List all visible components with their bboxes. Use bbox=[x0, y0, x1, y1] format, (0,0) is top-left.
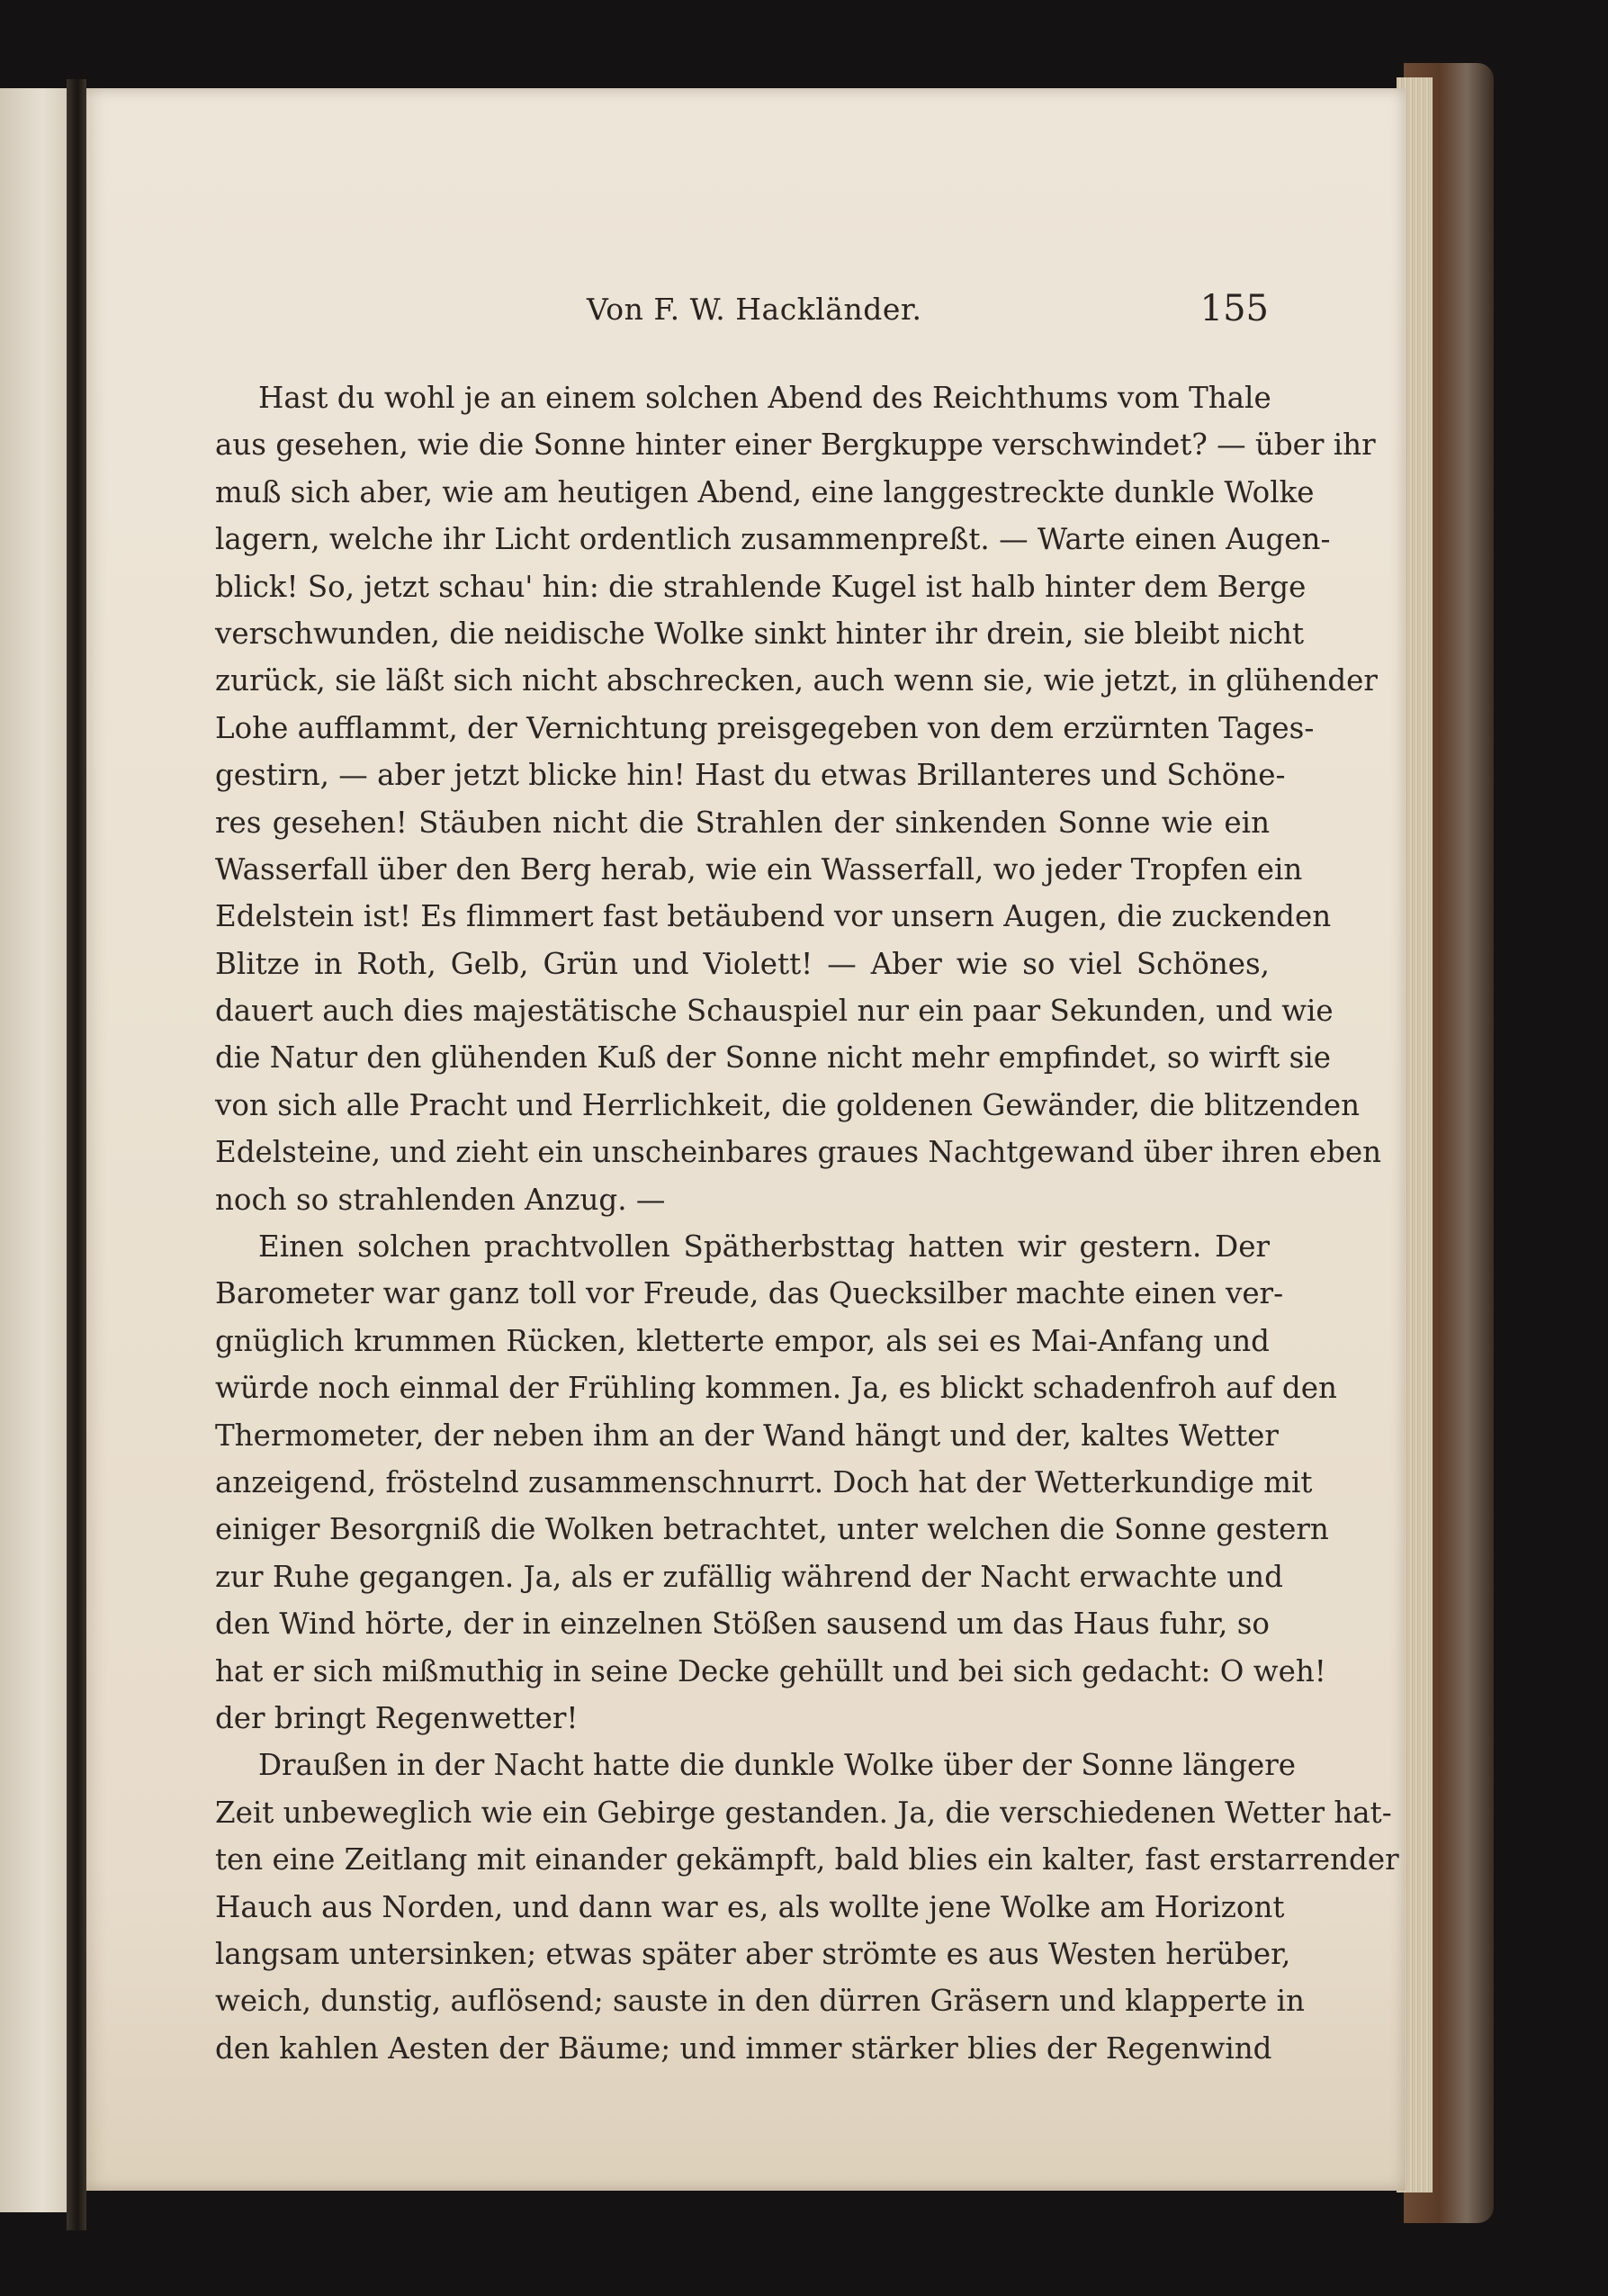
text-line: zur Ruhe gegangen. Ja, als er zufällig während der Nacht erwachte und bbox=[215, 1559, 1283, 1594]
text-line: anzeigend, fröstelnd zusammenschnurrt. Doch hat der Wetterkundige mit bbox=[215, 1464, 1313, 1499]
text-line: weich, dunstig, auflösend; sauste in den dürren Gräsern und klapperte in bbox=[215, 1984, 1305, 2019]
text-line: aus gesehen, wie die Sonne hinter einer Bergkuppe verschwindet? — über ihr bbox=[215, 428, 1376, 463]
text-line: würde noch einmal der Frühling kommen. Ja, es blickt schadenfroh auf den bbox=[215, 1371, 1337, 1406]
body-text bbox=[215, 374, 1399, 2072]
text-line: den kahlen Aesten der Bäume; und immer stärker blies der Regenwind bbox=[215, 2030, 1272, 2066]
text-line: Hast du wohl je an einem solchen Abend des Reichthums vom Thale bbox=[258, 381, 1271, 415]
text-line: Edelstein ist! Es flimmert fast betäubend vor unsern Augen, die zuckenden bbox=[215, 899, 1332, 934]
book-gutter bbox=[67, 79, 86, 2230]
text-line: Wasserfall über den Berg herab, wie ein Wasserfall, wo jeder Tropfen ein bbox=[215, 851, 1303, 887]
text-line: noch so strahlenden Anzug. — bbox=[215, 1182, 666, 1217]
text-line: die Natur den glühenden Kuß der Sonne nicht mehr empfindet, so wirft sie bbox=[215, 1040, 1331, 1076]
text-line: hat er sich mißmuthig in seine Decke gehüllt und bei sich gedacht: O weh! bbox=[215, 1653, 1326, 1688]
text-line: ten eine Zeitlang mit einander gekämpft, bald blies ein kalter, fast erstarrender bbox=[215, 1842, 1399, 1877]
text-line: Lohe aufflammt, der Vernichtung preisgegeben von dem erzürnten Tages- bbox=[215, 710, 1315, 745]
running-head bbox=[83, 288, 1406, 337]
page-number: 155 bbox=[1199, 288, 1269, 329]
text-line: gnüglich krummen Rücken, kletterte empor, als sei es Mai-Anfang und bbox=[215, 1323, 1270, 1358]
text-line: Edelsteine, und zieht ein unscheinbares graues Nachtgewand über ihren eben bbox=[215, 1135, 1382, 1170]
text-line: muß sich aber, wie am heutigen Abend, eine langgestreckte dunkle Wolke bbox=[215, 474, 1315, 509]
text-line: verschwunden, die neidische Wolke sinkt hinter ihr drein, sie bleibt nicht bbox=[215, 616, 1305, 651]
text-line: einiger Besorgniß die Wolken betrachtet, unter welchen die Sonne gestern bbox=[215, 1512, 1329, 1547]
text-line: zurück, sie läßt sich nicht abschrecken, auch wenn sie, wie jetzt, in glühender bbox=[215, 663, 1378, 698]
text-line: dauert auch dies majestätische Schauspiel nur ein paar Sekunden, und wie bbox=[215, 994, 1334, 1029]
text-line: Einen solchen prachtvollen Spätherbsttag hatten wir gestern. Der bbox=[258, 1229, 1270, 1265]
running-title: Von F. W. Hackländer. bbox=[587, 292, 922, 327]
text-line: Hauch aus Norden, und dann war es, als wollte jene Wolke am Horizont bbox=[215, 1889, 1285, 1924]
text-line: langsam untersinken; etwas später aber strömte es aus Westen herüber, bbox=[215, 1936, 1291, 1971]
text-line: von sich alle Pracht und Herrlichkeit, die goldenen Gewänder, die blitzenden bbox=[215, 1087, 1361, 1122]
text-line: gestirn, — aber jetzt blicke hin! Hast du etwas Brillanteres und Schöne- bbox=[215, 758, 1286, 793]
text-line: Zeit unbeweglich wie ein Gebirge gestanden. Ja, die verschiedenen Wetter hat- bbox=[215, 1795, 1392, 1830]
text-line: blick! So, jetzt schau' hin: die strahlende Kugel ist halb hinter dem Berge bbox=[215, 569, 1307, 604]
text-line: res gesehen! Stäuben nicht die Strahlen der sinkenden Sonne wie ein bbox=[215, 805, 1270, 840]
text-line: Blitze in Roth, Gelb, Grün und Violett! — Aber wie so viel Schönes, bbox=[215, 946, 1270, 981]
text-line: der bringt Regenwetter! bbox=[215, 1700, 579, 1735]
text-line: lagern, welche ihr Licht ordentlich zusammenpreßt. — Warte einen Augen- bbox=[215, 522, 1331, 557]
text-line: Barometer war ganz toll vor Freude, das Quecksilber machte einen ver- bbox=[215, 1276, 1284, 1311]
book-page bbox=[83, 88, 1406, 2191]
text-line: Thermometer, der neben ihm an der Wand hängt und der, kaltes Wetter bbox=[215, 1418, 1279, 1453]
text-line: Draußen in der Nacht hatte die dunkle Wolke über der Sonne längere bbox=[258, 1748, 1297, 1783]
text-line: den Wind hörte, der in einzelnen Stößen sausend um das Haus fuhr, so bbox=[215, 1607, 1270, 1642]
